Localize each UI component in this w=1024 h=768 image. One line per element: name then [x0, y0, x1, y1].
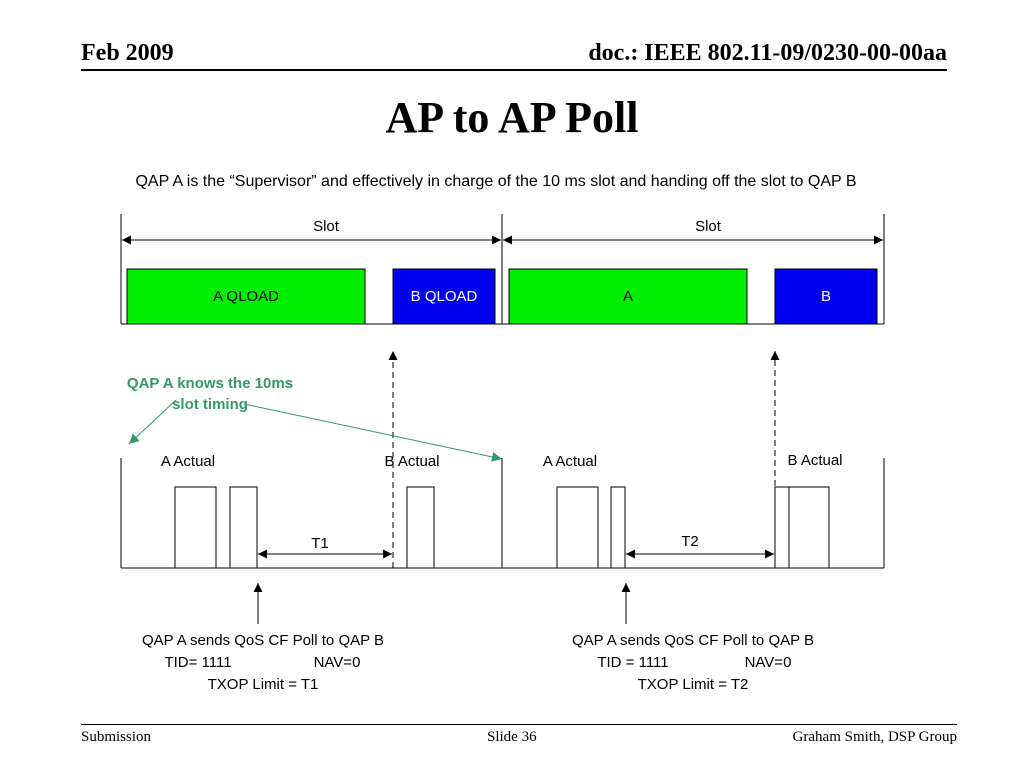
block-a-label: A: [622, 288, 634, 305]
block-a-qload-label: A QLOAD: [213, 288, 279, 305]
header-doc-id: doc.: IEEE 802.11-09/0230-00-00aa: [588, 40, 947, 66]
t2-label: T2: [681, 533, 699, 550]
b-actual-label-2: B Actual: [787, 452, 843, 469]
slide-description: QAP A is the “Supervisor” and effectively in charge of the 10 ms slot and handing off the slot to QAP B: [135, 173, 857, 190]
poll-note-2-tid: TID = 1111: [597, 654, 669, 671]
poll-note-1-tid: TID= 1111: [164, 654, 232, 671]
frame-b-2b: [789, 487, 829, 568]
frame-a-poll-2: [611, 487, 625, 568]
header-date: Feb 2009: [81, 40, 174, 66]
frame-b-2a: [775, 487, 789, 568]
b-actual-label-1: B Actual: [384, 453, 440, 470]
frame-a-1: [175, 487, 216, 568]
footer-slide-number: Slide 36: [487, 729, 537, 745]
annotation-line-2: slot timing: [172, 396, 248, 413]
a-actual-label-1: A Actual: [160, 453, 216, 470]
slide-title: AP to AP Poll: [385, 93, 639, 142]
poll-note-2-nav: NAV=0: [744, 654, 792, 671]
poll-note-1-nav: NAV=0: [313, 654, 361, 671]
a-actual-label-2: A Actual: [542, 453, 598, 470]
poll-note-1-line-3: TXOP Limit = T1: [207, 676, 319, 693]
annotation-arrow-right: [244, 404, 502, 459]
frame-a-poll-1: [230, 487, 257, 568]
annotation-arrow-left: [129, 400, 176, 444]
block-b-label: B: [820, 288, 832, 305]
slot-1-label: Slot: [313, 218, 339, 235]
annotation-line-1: QAP A knows the 10ms: [126, 375, 294, 392]
poll-note-2-line-3: TXOP Limit = T2: [637, 676, 749, 693]
footer-divider: [81, 724, 957, 725]
poll-note-1-line-1: QAP A sends QoS CF Poll to QAP B: [141, 632, 385, 649]
footer-author: Graham Smith, DSP Group: [792, 729, 957, 745]
t1-label: T1: [311, 535, 329, 552]
footer-submission: Submission: [81, 729, 152, 745]
poll-note-2-line-1: QAP A sends QoS CF Poll to QAP B: [571, 632, 815, 649]
frame-b-1: [407, 487, 434, 568]
slot-2-label: Slot: [695, 218, 721, 235]
frame-a-2: [557, 487, 598, 568]
block-b-qload-label: B QLOAD: [410, 288, 478, 305]
